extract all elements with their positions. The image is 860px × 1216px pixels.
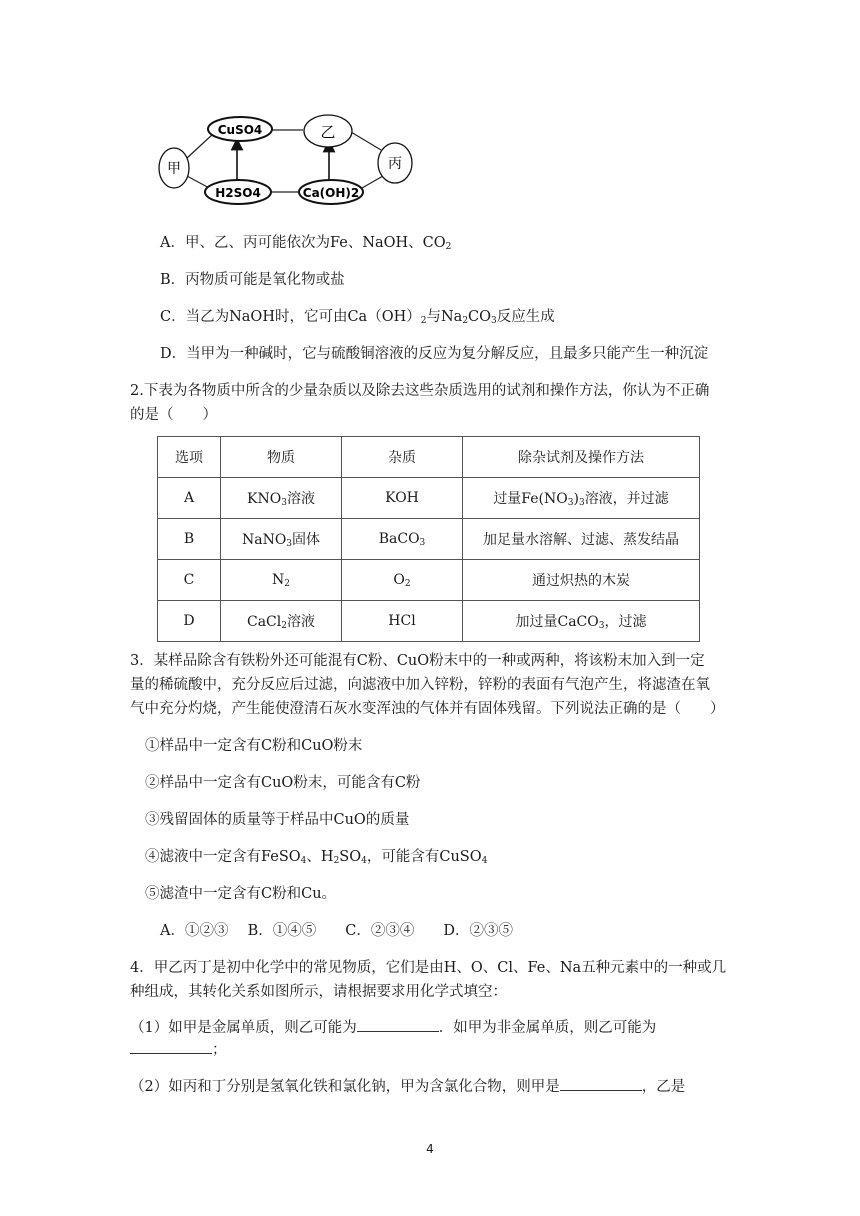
cell-method: 过量$Fe(NO_3)_3$溶液，并过滤 [463,478,700,519]
header-impurity: 杂质 [342,437,463,478]
cell-substance: $N_2$ [221,560,342,601]
cell-method: 加足量水溶解、过滤、蒸发结晶 [463,519,700,560]
node-jia-label: 甲 [167,161,181,177]
node-caoh2-label: Ca(OH)2 [302,186,360,200]
cell-option: D [158,601,221,642]
q2-stem-line2: 的是（ ） [130,407,217,423]
q3-stem-line2: 量的稀硫酸中，充分反应后过滤，向滤液中加入锌粉，锌粉的表面有气泡产生，将滤渣在氧 [130,677,710,693]
q4-part2: （2）如丙和丁分别是氢氧化铁和氯化钠，甲为含氯化合物，则甲是 ，乙是 [130,1076,685,1097]
table-header-row [158,437,700,478]
cell-substance: CaCl$_2$溶液 [221,601,342,642]
node-bing-label: 丙 [388,156,402,172]
header-method: 除杂试剂及操作方法 [463,437,700,478]
q2-stem-line1: 2.下表为各物质中所含的少量杂质以及除去这些杂质选用的试剂和操作方法，你认为不正确 [130,383,710,399]
cell-impurity: $O_2$ [342,560,463,601]
page-number: 4 [426,1142,434,1156]
cell-substance: $KNO_3$溶液 [221,478,342,519]
q3-choices: A．①②③ B．①④⑤ C．②③④ D．②③⑤ [160,923,513,939]
q4-stem-line1: 4．甲乙丙丁是初中化学中的常见物质，它们是由H、O、Cl、Fe、Na五种元素中的一种或几 [130,960,727,976]
q1-option-d: D．当甲为一种碱时，它与硫酸铜溶液的反应为复分解反应，且最多只能产生一种沉淀 [160,346,709,362]
q3-statement-4: ④滤液中一定含有FeSO$_4$、$H_2SO_4$，可能含有CuSO$_4$ [145,849,488,866]
q4-part1: （1）如甲是金属单质，则乙可能为 ．如甲为非金属单质，则乙可能为 [130,1017,656,1038]
q3-stem-line3: 气中充分灼烧，产生能使澄清石灰水变浑浊的气体并有固体残留。下列说法正确的是（ ） [130,701,725,717]
q4-stem-line2: 种组成，其转化关系如图所示，请根据要求用化学式填空： [130,984,507,1000]
node-yi-label: 乙 [320,123,336,141]
cell-method: 通过炽热的木炭 [463,560,700,601]
cell-impurity: BaCO$_3$ [342,519,463,560]
cell-option: B [158,519,221,560]
cell-impurity: HCl [342,601,463,642]
header-option: 选项 [158,437,221,478]
table-row [158,478,700,519]
header-substance: 物质 [221,437,342,478]
cell-option: C [158,560,221,601]
cell-substance: NaNO$_3$固体 [221,519,342,560]
q1-option-c: C．当乙为NaOH时，它可由$Ca(OH)_2$与$Na_2CO_3$反应生成 [160,309,555,326]
q3-statement-2: ②样品中一定含有CuO粉末，可能含有C粉 [145,775,421,791]
answer-blank [357,1017,439,1032]
q1-option-b: B．丙物质可能是氧化物或盐 [160,272,345,288]
q4-part1-end: ； [130,1039,227,1060]
table-row [158,560,700,601]
q1-option-a: A．甲、乙、丙可能依次为Fe、NaOH、$CO_2$ [160,235,452,252]
q3-statement-5: ⑤滤渣中一定含有C粉和Cu。 [145,886,337,902]
cell-option: A [158,478,221,519]
node-cuso4-label: CuSO4 [217,123,263,137]
reaction-diagram [155,108,425,218]
answer-blank [560,1076,642,1091]
q2-table [157,436,700,642]
q3-statement-1: ①样品中一定含有C粉和CuO粉末 [145,738,363,754]
cell-impurity: KOH [342,478,463,519]
q3-stem-line1: 3．某样品除含有铁粉外还可能混有C粉、CuO粉末中的一种或两种，将该粉末加入到一定 [130,653,705,669]
q3-statement-3: ③残留固体的质量等于样品中CuO的质量 [145,812,410,828]
cell-method: 加过量CaCO$_3$，过滤 [463,601,700,642]
node-h2so4-label: H2SO4 [215,186,261,200]
answer-blank [130,1039,212,1054]
table-row [158,519,700,560]
table-row [158,601,700,642]
